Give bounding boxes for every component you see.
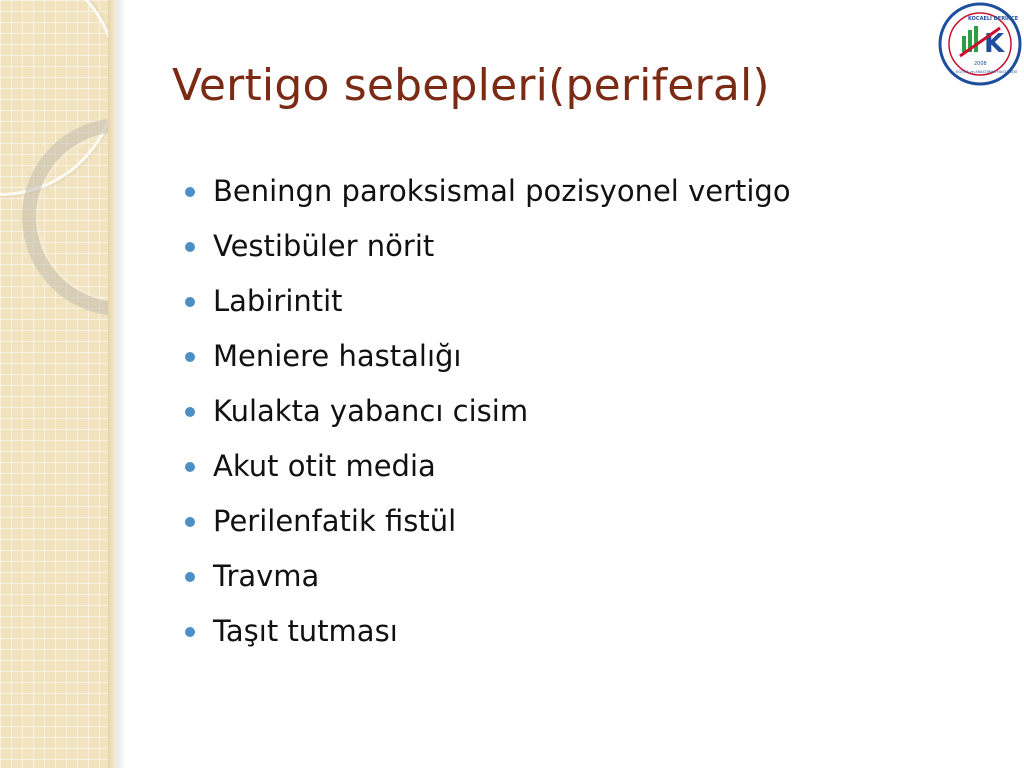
bullet-item	[185, 329, 791, 384]
bullet-text: Vestibüler nörit	[213, 229, 435, 263]
bullet-item	[185, 494, 791, 549]
bullet-dot-icon	[185, 517, 195, 527]
bullet-item	[185, 164, 791, 219]
hospital-logo	[938, 2, 1022, 86]
bullet-dot-icon	[185, 187, 195, 197]
bullet-dot-icon	[185, 407, 195, 417]
bullet-item	[185, 439, 791, 494]
logo-year: 2008	[974, 61, 987, 67]
hospital-logo-icon	[938, 2, 1022, 86]
bullet-text: Travma	[213, 559, 320, 593]
bullet-item	[185, 549, 791, 604]
bullet-text: Labirintit	[213, 284, 343, 318]
side-panel-shadow	[116, 0, 126, 768]
bullet-text: Akut otit media	[213, 449, 436, 483]
bullet-dot-icon	[185, 627, 195, 637]
decorative-side-panel	[0, 0, 116, 768]
bullet-text: Perilenfatik fistül	[213, 504, 457, 538]
bullet-text: Meniere hastalığı	[213, 339, 462, 373]
bullet-item	[185, 604, 791, 659]
side-panel-edge	[108, 0, 116, 768]
bullet-text: Taşıt tutması	[213, 614, 398, 648]
bullet-dot-icon	[185, 572, 195, 582]
bullet-dot-icon	[185, 462, 195, 472]
logo-top-text: KOCAELİ DERİNCE	[968, 16, 1019, 22]
bullet-text: Kulakta yabancı cisim	[213, 394, 529, 428]
bullet-dot-icon	[185, 242, 195, 252]
bullet-list	[185, 164, 791, 659]
logo-letter: K	[984, 29, 1005, 59]
bullet-item	[185, 384, 791, 439]
bullet-item	[185, 274, 791, 329]
bullet-dot-icon	[185, 297, 195, 307]
slide-title: Vertigo sebepleri(periferal)	[172, 60, 770, 111]
bullet-text: Beningn paroksismal pozisyonel vertigo	[213, 174, 791, 208]
logo-bottom-text: EĞİTİM ve ARAŞTIRMA HASTANESİ	[956, 70, 1018, 74]
bullet-dot-icon	[185, 352, 195, 362]
bullet-item	[185, 219, 791, 274]
